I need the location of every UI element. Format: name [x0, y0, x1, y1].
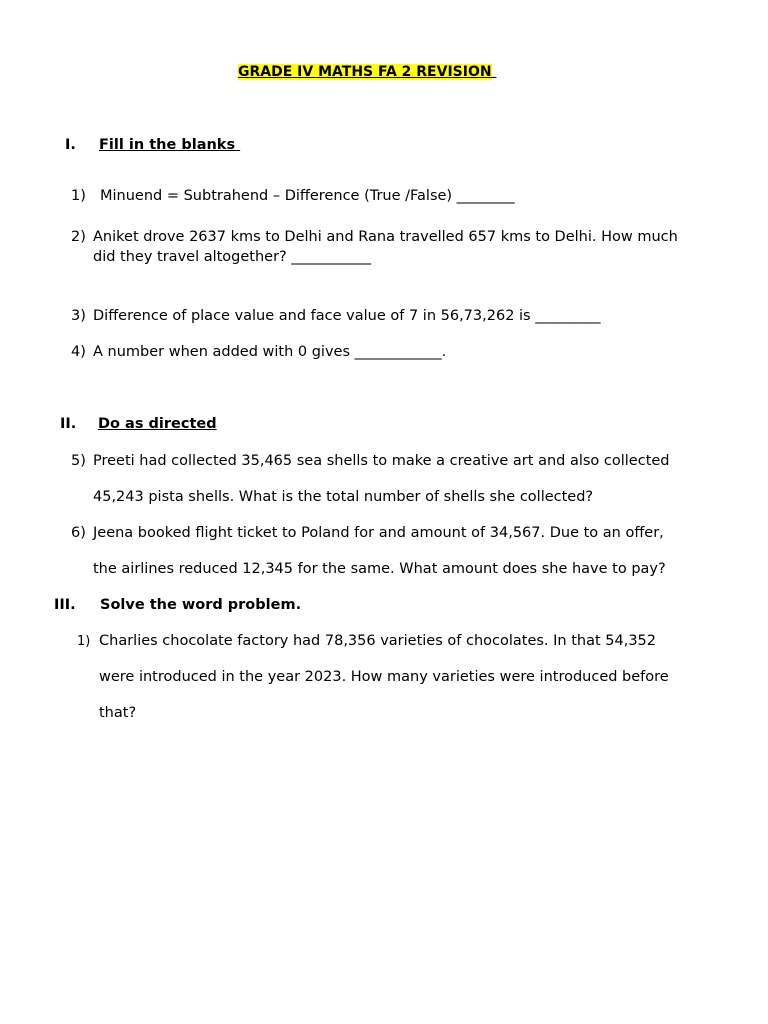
question-5-line-1: Preeti had collected 35,465 sea shells to make a creative art and also collected [93, 453, 670, 469]
section-3-number: III. [54, 597, 76, 613]
question-6-line-1: Jeena booked flight ticket to Poland for and amount of 34,567. Due to an offer, [93, 525, 664, 541]
question-2-number: 2) [71, 229, 86, 245]
question-3-number: 3) [71, 308, 86, 324]
question-7-line-1: Charlies chocolate factory had 78,356 varieties of chocolates. In that 54,352 [99, 633, 657, 649]
question-7-number: 1) [77, 634, 91, 649]
question-5-number: 5) [71, 453, 86, 469]
section-2-title: Do as directed [98, 416, 217, 432]
question-6-line-2: the airlines reduced 12,345 for the same. What amount does she have to pay? [93, 561, 666, 577]
question-7-line-2: were introduced in the year 2023. How many varieties were introduced before [99, 669, 669, 685]
question-2-line-2: did they travel altogether? ___________ [93, 249, 372, 265]
page-title: GRADE IV MATHS FA 2 REVISION [238, 64, 492, 80]
question-1-number: 1) [71, 188, 86, 204]
question-5-line-2: 45,243 pista shells. What is the total number of shells she collected? [93, 489, 594, 505]
question-1-text: Minuend = Subtrahend – Difference (True /False) ________ [100, 188, 515, 204]
section-3-title: Solve the word problem. [100, 597, 302, 613]
section-1-title: Fill in the blanks [99, 137, 236, 153]
section-1-number: I. [65, 137, 76, 153]
question-4-number: 4) [71, 344, 86, 360]
question-2-line-1: Aniket drove 2637 kms to Delhi and Rana travelled 657 kms to Delhi. How much [93, 229, 678, 245]
question-4-text: A number when added with 0 gives ____________. [93, 344, 447, 360]
question-3-text: Difference of place value and face value of 7 in 56,73,262 is _________ [93, 308, 601, 324]
question-6-number: 6) [71, 525, 86, 541]
section-2-number: II. [60, 416, 77, 432]
question-7-line-3: that? [99, 705, 137, 721]
